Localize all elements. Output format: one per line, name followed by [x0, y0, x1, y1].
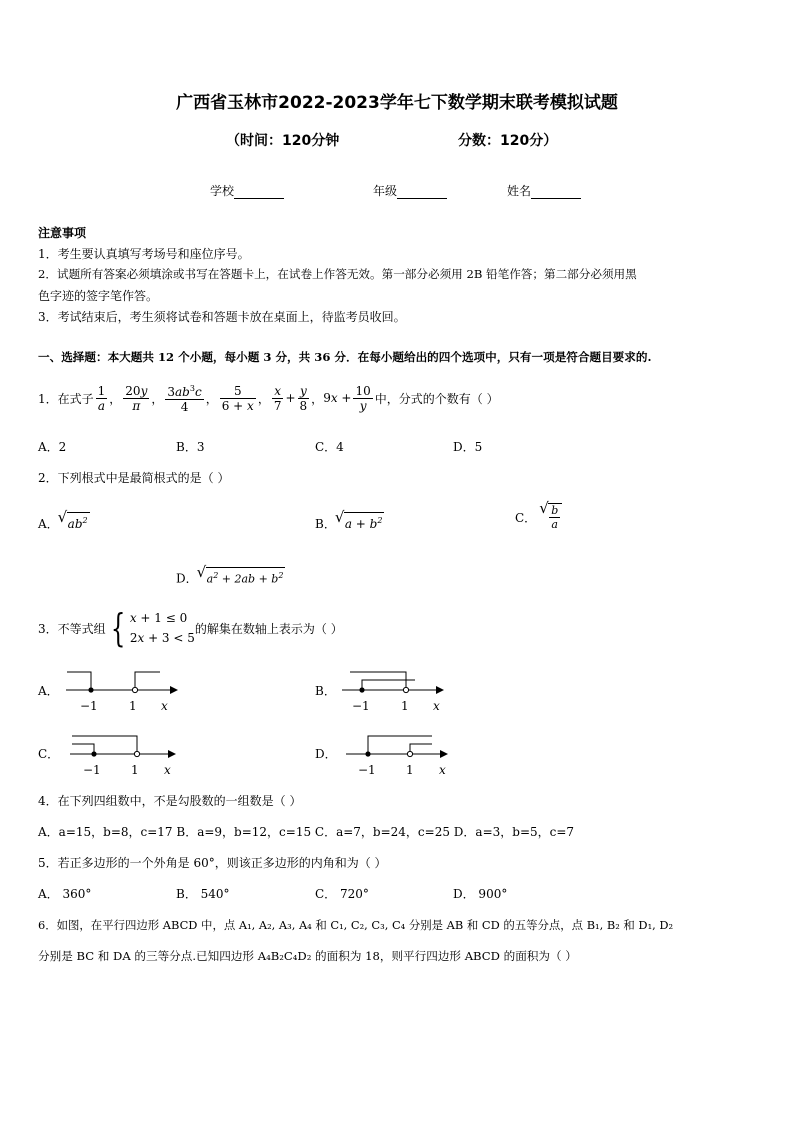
question-5: 5．若正多边形的一个外角是 60°，则该正多边形的内角和为（ ） [38, 856, 387, 870]
q3-suffix: 的解集在数轴上表示为（ ） [194, 621, 343, 636]
tick-neg-one: −1 [83, 763, 101, 777]
grade-blank[interactable] [397, 187, 447, 199]
inequality-system: { x + 1 ≤ 0 2x + 3 < 5 [110, 606, 195, 650]
q1-suffix: 中，分式的个数有（ ） [374, 391, 499, 406]
exam-time: （时间：120分钟 [226, 133, 340, 149]
tick-neg-one: −1 [80, 699, 98, 713]
axis-label-x: x [439, 763, 446, 777]
exam-title: 广西省玉林市2022-2023学年七下数学期末联考模拟试题 [176, 93, 618, 113]
q2-label-b: B． [315, 517, 336, 531]
question-1: 1．在式子 $\frac{1}{a}$ ， $\frac{20y}{\pi}$ ， $\frac{3ab^3c}{4}$ ， $\frac{5}{6 + x}$ ， $\frac{x}{7}$ + $\frac{y}{8}$ ， 9x + $\frac{10}{y}$ 中，分式的个数有（ ） [38, 383, 499, 414]
grade-field[interactable] [373, 182, 447, 199]
question-3 [38, 605, 343, 651]
q3-label-d[interactable]: D． [315, 747, 337, 761]
q2-label-c: C． [515, 510, 537, 525]
axis-label-x: x [161, 699, 168, 713]
q2-option-b[interactable] [315, 512, 384, 532]
axis-label-x: x [164, 763, 171, 777]
expr-y-over-8: $\frac{y}{8}$ [299, 383, 308, 413]
question-6-line-1: 6．如图，在平行四边形 ABCD 中，点 A₁, A₂, A₃, A₄ 和 C₁, C₂, C₃, C₄ 分别是 AB 和 CD 的五等分点，点 B₁, B₂ 和 D₁, D₂ [38, 918, 674, 932]
section-heading: 一、选择题：本大题共 12 个小题，每小题 3 分，共 36 分．在每小题给出的四个选项中，只有一项是符合题目要求的. [38, 350, 652, 364]
q3-numberline-c[interactable] [64, 728, 184, 778]
q3-numberline-a[interactable] [60, 664, 180, 714]
q5-option-a[interactable]: A． 360° [38, 887, 92, 901]
tick-one: 1 [131, 763, 139, 777]
expr-sqrt-ab2: √ $ab^2$ [67, 512, 90, 532]
name-blank[interactable] [531, 187, 581, 199]
expr-10-over-y: $\frac{10}{y}$ [355, 383, 371, 413]
notice-item-1: 1．考生要认真填写考场号和座位序号。 [38, 247, 250, 261]
notice-item-2a: 2．试题所有答案必须填涂或书写在答题卡上，在试卷上作答无效。第一部分必须用 2B 铅笔作答；第二部分必须用黑 [38, 267, 637, 281]
q3-label-c[interactable]: C． [38, 747, 60, 761]
q2-option-a[interactable] [38, 512, 90, 532]
tick-one: 1 [129, 699, 137, 713]
notice-heading: 注意事项 [38, 226, 87, 240]
question-6-line-2: 分别是 BC 和 DA 的三等分点.已知四边形 A₄B₂C₄D₂ 的面积为 18，则平行四边形 ABCD 的面积为（ ） [38, 949, 577, 963]
expr-1-over-a: $\frac{1}{a}$ [97, 383, 106, 413]
expr-9x-plus: 9x + [323, 391, 352, 405]
q1-prefix: 1．在式子 [38, 391, 94, 406]
q3-numberline-d[interactable] [340, 728, 460, 778]
expr-20y-over-pi: $\frac{20y}{\pi}$ [125, 383, 148, 413]
q2-label-a: A． [38, 517, 59, 531]
expr-3ab3c-over-4: $\frac{3ab^3c}{4}$ [167, 384, 202, 414]
exam-score: 分数：120分） [458, 133, 558, 149]
name-field[interactable] [507, 182, 581, 199]
tick-one: 1 [406, 763, 414, 777]
q3-prefix: 3．不等式组 [38, 621, 106, 636]
expr-x-over-7: $\frac{x}{7}$ [273, 383, 282, 413]
q2-option-d[interactable] [176, 567, 285, 587]
question-4: 4．在下列四组数中，不是勾股数的一组数是（ ） [38, 794, 302, 808]
notice-item-3: 3．考试结束后，考生须将试卷和答题卡放在桌面上，待监考员收回。 [38, 310, 406, 324]
q3-numberline-b[interactable] [336, 664, 456, 714]
expr-sqrt-b-over-a: √ $\frac{b}{a}$ [548, 503, 562, 531]
tick-neg-one: −1 [358, 763, 376, 777]
q5-option-b[interactable]: B． 540° [176, 887, 230, 901]
name-label: 姓名 [507, 184, 532, 198]
expr-sqrt-a-plus-b2: √ $a + b^2$ [344, 512, 385, 532]
q3-label-a[interactable]: A． [38, 684, 59, 698]
school-blank[interactable] [234, 187, 284, 199]
tick-neg-one: −1 [352, 699, 370, 713]
q2-option-c[interactable] [515, 503, 562, 531]
school-label: 学校 [210, 184, 235, 198]
q3-label-b[interactable]: B． [315, 684, 336, 698]
q2-label-d: D． [176, 571, 198, 586]
q5-option-d[interactable]: D． 900° [453, 887, 508, 901]
q4-options[interactable]: A．a=15，b=8，c=17 B．a=9，b=12，c=15 C．a=7，b=24，c=25 D．a=3，b=5，c=7 [38, 825, 575, 839]
notice-item-2b: 色字迹的签字笔作答。 [38, 289, 159, 303]
q5-option-c[interactable]: C． 720° [315, 887, 369, 901]
q1-option-c[interactable]: C．4 [315, 440, 344, 454]
axis-label-x: x [433, 699, 440, 713]
grade-label: 年级 [373, 184, 398, 198]
expr-5-over-6plusx: $\frac{5}{6 + x}$ [221, 383, 254, 413]
expr-sqrt-a2-2ab-b2: √ $a^2 + 2ab + b^2$ [206, 567, 286, 587]
q1-option-a[interactable]: A．2 [38, 440, 67, 454]
question-2: 2．下列根式中是最简根式的是（ ） [38, 471, 230, 485]
tick-one: 1 [401, 699, 409, 713]
q1-option-b[interactable]: B．3 [176, 440, 205, 454]
q1-option-d[interactable]: D．5 [453, 440, 483, 454]
school-field[interactable] [210, 182, 284, 199]
